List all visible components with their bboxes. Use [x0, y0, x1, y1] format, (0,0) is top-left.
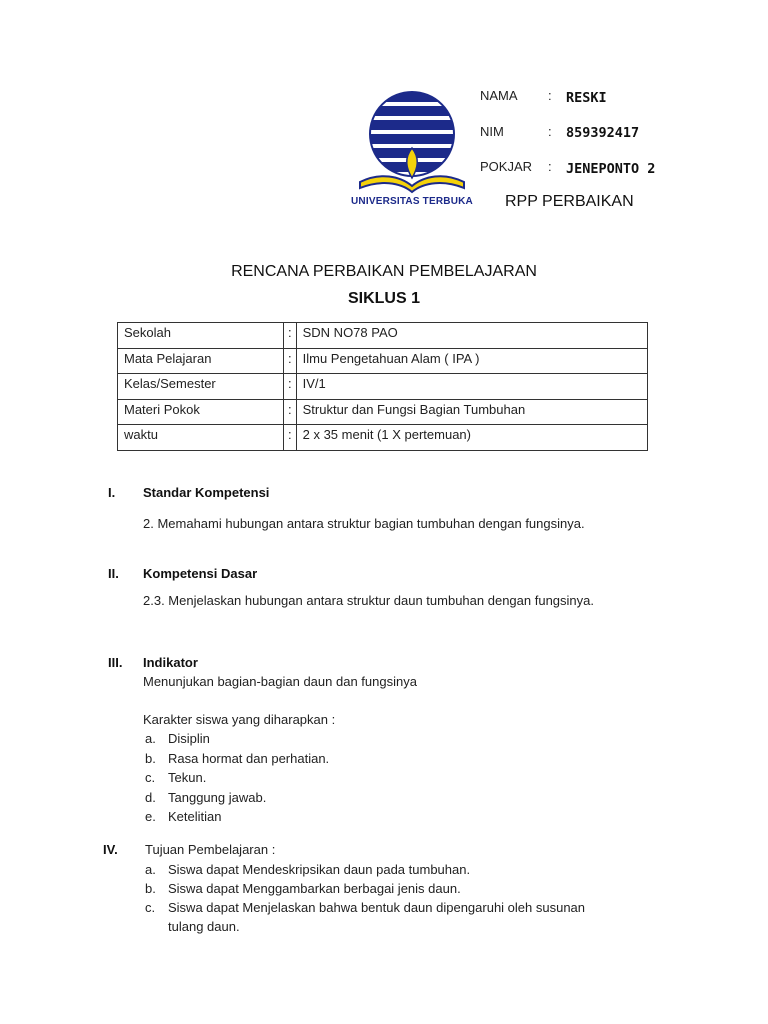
section-number: II. [108, 566, 119, 581]
document-subtitle: SIKLUS 1 [347, 290, 420, 307]
table-value: IV/1 [296, 374, 647, 400]
list-item: Disiplin [168, 731, 210, 746]
identity-value-pokjar: JENEPONTO 2 [566, 161, 656, 177]
table-value: SDN NO78 PAO [296, 323, 647, 349]
rpp-title: RPP PERBAIKAN [505, 193, 634, 210]
table-label: Kelas/Semester [118, 374, 284, 400]
karakter-label: Karakter siswa yang diharapkan : [143, 712, 336, 727]
table-value: Struktur dan Fungsi Bagian Tumbuhan [296, 399, 647, 425]
identity-value-nama: RESKI [566, 90, 607, 106]
list-marker: b. [145, 881, 156, 896]
list-marker: a. [145, 731, 156, 746]
identity-colon: : [548, 124, 552, 139]
section-number: I. [108, 485, 116, 500]
table-colon: : [284, 348, 297, 374]
list-marker: e. [145, 809, 156, 824]
table-label: Sekolah [118, 323, 284, 349]
list-item: Tekun. [168, 770, 207, 785]
table-row [118, 425, 648, 451]
table-colon: : [284, 425, 297, 451]
table-label: waktu [118, 425, 284, 451]
table-row [118, 374, 648, 400]
university-emblem-icon [340, 82, 485, 212]
list-marker: a. [145, 862, 156, 877]
info-table [117, 322, 648, 451]
table-row [118, 323, 648, 349]
table-label: Materi Pokok [118, 399, 284, 425]
table-value: 2 x 35 menit (1 X pertemuan) [296, 425, 647, 451]
list-item: Tanggung jawab. [168, 790, 267, 805]
table-row [118, 399, 648, 425]
university-logo [340, 82, 485, 212]
section-number: III. [108, 655, 123, 670]
identity-label-pokjar: POKJAR [480, 159, 533, 174]
section-body: Menunjukan bagian-bagian daun dan fungsinya [143, 674, 417, 689]
identity-colon: : [548, 88, 552, 103]
list-marker: d. [145, 790, 156, 805]
section-title-kompetensi-dasar: Kompetensi Dasar [143, 566, 258, 581]
identity-colon: : [548, 159, 552, 174]
section-title-standar-kompetensi: Standar Kompetensi [143, 485, 270, 500]
identity-value-nim: 859392417 [566, 125, 640, 141]
list-item: Ketelitian [168, 809, 222, 824]
identity-label-nama: NAMA [480, 88, 518, 103]
list-marker: c. [145, 770, 156, 785]
list-item-continuation: tulang daun. [168, 919, 240, 934]
list-item: Siswa dapat Menjelaskan bahwa bentuk daun dipengaruhi oleh susunan [168, 900, 586, 915]
list-item: Siswa dapat Mendeskripsikan daun pada tumbuhan. [168, 862, 471, 877]
list-item: Rasa hormat dan perhatian. [168, 751, 330, 766]
list-item: Siswa dapat Menggambarkan berbagai jenis daun. [168, 881, 461, 896]
list-marker: c. [145, 900, 156, 915]
table-label: Mata Pelajaran [118, 348, 284, 374]
section-body: 2.3. Menjelaskan hubungan antara struktur daun tumbuhan dengan fungsinya. [143, 593, 594, 608]
section-number: IV. [103, 842, 118, 857]
table-row [118, 348, 648, 374]
table-colon: : [284, 399, 297, 425]
section-title-tujuan-pembelajaran: Tujuan Pembelajaran : [145, 842, 276, 857]
identity-label-nim: NIM [480, 124, 504, 139]
table-colon: : [284, 323, 297, 349]
table-colon: : [284, 374, 297, 400]
university-name: UNIVERSITAS TERBUKA [351, 196, 473, 207]
list-marker: b. [145, 751, 156, 766]
table-value: Ilmu Pengetahuan Alam ( IPA ) [296, 348, 647, 374]
section-body: 2. Memahami hubungan antara struktur bagian tumbuhan dengan fungsinya. [143, 516, 585, 531]
section-title-indikator: Indikator [143, 655, 198, 670]
document-title: RENCANA PERBAIKAN PEMBELAJARAN [231, 263, 537, 280]
